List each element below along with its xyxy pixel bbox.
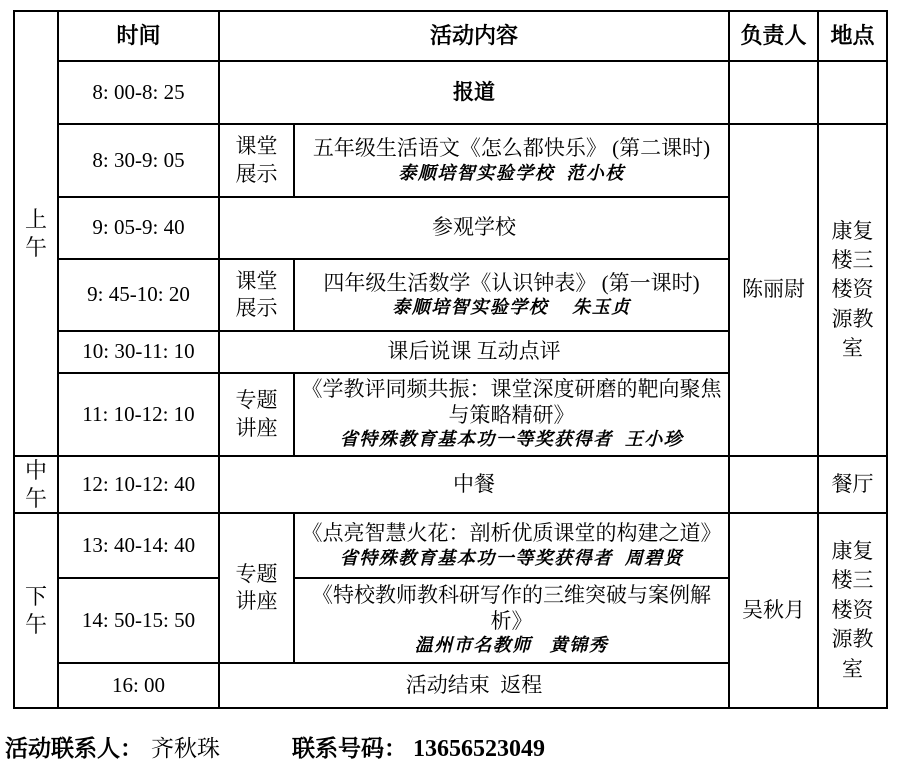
lecture2-activity [294,513,729,578]
lecture3-time: 14: 50-15: 50 [58,578,219,663]
period-afternoon: 下午 [14,513,58,708]
lunch-activity: 中餐 [219,456,729,513]
lecture3-title: 《特校教师教科研写作的三维突破与案例解析》 [312,583,711,633]
lecture3-activity [294,578,729,663]
header-row [14,11,887,61]
lesson2-title: 四年级生活数学《认识钟表》 (第一课时) [323,270,700,295]
row-checkin [14,61,887,124]
review-activity: 课后说课 互动点评 [219,331,729,373]
lesson1-presenter: 泰顺培智实验学校 范小枝 [398,162,625,183]
checkin-activity: 报道 [219,61,729,124]
row-lunch [14,456,887,513]
departure-activity: 活动结束 返程 [219,663,729,708]
lecture1-title: 《学教评同频共振：课堂深度研磨的靶向聚焦与策略精研》 [301,377,722,427]
phone-number: 13656523049 [413,736,545,762]
lesson2-time: 9: 45-10: 20 [58,259,219,331]
review-time: 10: 30-11: 10 [58,331,219,373]
lecture1-activity [294,373,729,456]
lecture1-presenter: 省特殊教育基本功一等奖获得者 王小珍 [339,429,684,450]
period-noon: 中午 [14,456,58,513]
lead-morning: 陈丽尉 [729,124,818,456]
header-content: 活动内容 [219,11,729,61]
lesson1-title: 五年级生活语文《怎么都快乐》 (第二课时) [312,136,711,160]
checkin-time: 8: 00-8: 25 [58,61,219,124]
lunch-lead-empty [729,456,818,513]
row-lesson1 [14,124,887,197]
contact-name: 齐秋珠 [151,736,220,761]
location-afternoon: 康复楼三楼资源教室 [818,513,887,708]
lesson1-tag: 课堂展示 [219,124,294,197]
schedule-table [13,10,888,709]
contact-label: 活动联系人： [5,735,143,761]
lecture1-time: 11: 10-12: 10 [58,373,219,456]
lesson2-activity [294,259,729,331]
lead-afternoon: 吴秋月 [729,513,818,708]
lecture2-presenter: 省特殊教育基本功一等奖获得者 周碧贤 [339,547,684,568]
location-morning: 康复楼三楼资源教室 [818,124,887,456]
lecture2-title: 《点亮智慧火花：剖析优质课堂的构建之道》 [301,521,722,545]
footer-contact-line [5,730,545,763]
location-noon: 餐厅 [818,456,887,513]
lecture3-presenter: 温州市名教师 黄锦秀 [414,635,609,656]
phone-label: 联系号码： [292,735,407,761]
departure-time: 16: 00 [58,663,219,708]
header-lead: 负责人 [729,11,818,61]
header-location: 地点 [818,11,887,61]
header-time: 时间 [58,11,219,61]
lesson2-presenter: 泰顺培智实验学校 朱玉贞 [392,297,631,318]
lunch-time: 12: 10-12: 40 [58,456,219,513]
period-morning: 上午 [14,11,58,456]
lecture2-tag: 专题讲座 [219,513,294,663]
lecture2-time: 13: 40-14: 40 [58,513,219,578]
checkin-location-empty [818,61,887,124]
lesson2-tag: 课堂展示 [219,259,294,331]
checkin-lead-empty [729,61,818,124]
lesson1-time: 8: 30-9: 05 [58,124,219,197]
lesson1-activity [294,124,729,197]
row-lecture2 [14,513,887,578]
lecture1-tag: 专题讲座 [219,373,294,456]
tour-activity: 参观学校 [219,197,729,259]
tour-time: 9: 05-9: 40 [58,197,219,259]
